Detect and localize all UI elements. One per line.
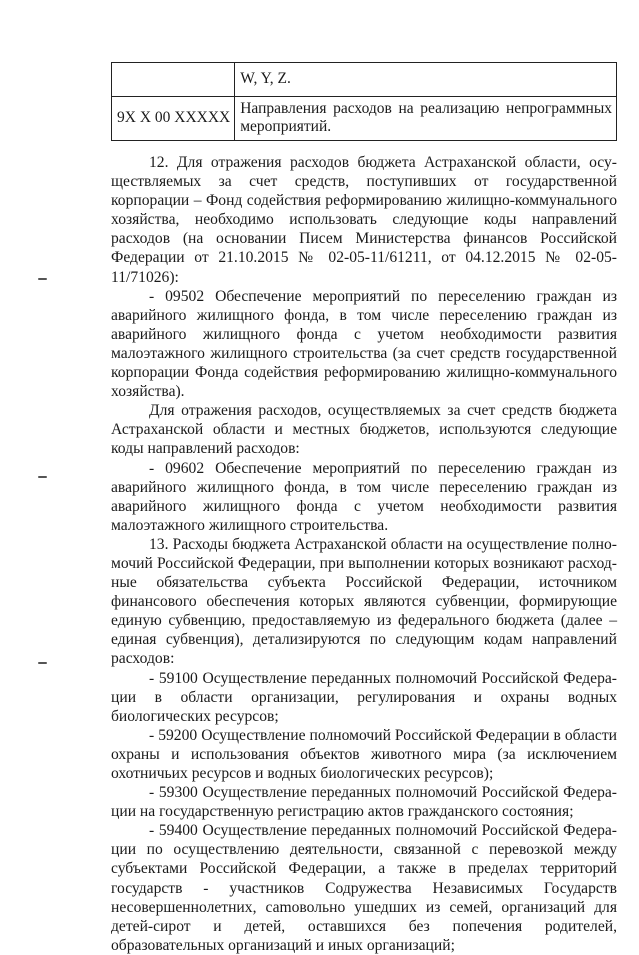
- table-cell-text: Направления расходов на реализацию непрограммных мероприятий.: [235, 97, 617, 141]
- table-row: [112, 63, 617, 97]
- table-cell-code: [112, 63, 235, 97]
- paragraph-12: 12. Для отражения расходов бюджета Астраханской области, осуществляемых за счет средств, поступивших от государственной корпорации – Фонд содействия реформированию жилищно-коммунального хозяйства, необходимо использовать следующие коды направлений расходов (на основании Писем Министерства финансов Российской Федерации от 21.10.2015 № 02-05-11/61211, от 04.12.2015 № 02-05-11/71026):: [111, 154, 617, 286]
- paragraph-59400: - 59400 Осуществление переданных полномочий Российской Федерации по осуществлению деятельности, связанной с перевозкой между субъектами Российской Федерации, а также в пределах территорий государств - участников Содружества Независимых Государств несовершеннолетних, саmовольно ушедших из семей, организаций для детей-сирот и детей, оставшихся без попечения родителей, образовательных организаций и иных организаций;: [111, 822, 617, 954]
- paragraph-09502: - 09502 Обеспечение мероприятий по переселению граждан из аварийного жилищного фонда, в том числе переселению граждан из аварийного жилищного фонда с учетом необходимости развития малоэтажного жилищного строительства (за счет средств государственной корпорации Фонда содействия реформированию жилищно-коммунального хозяйства).: [111, 287, 617, 401]
- paragraph-local-budgets: Для отражения расходов, осуществляемых за счет средств бюджета Астраханской области и местных бюджетов, используются следующие коды направлений расходов:: [111, 402, 617, 458]
- scan-mark: [38, 476, 47, 478]
- table-cell-text: W, Y, Z.: [235, 63, 617, 97]
- paragraph-59200: - 59200 Осуществление полномочий Российской Федерации в области охраны и использования объектов животного мира (за исключением охотничьих ресурсов и водных биологических ресурсов);: [111, 726, 617, 782]
- paragraph-09602: - 09602 Обеспечение мероприятий по переселению граждан из аварийного жилищного фонда, в том числе переселению граждан из аварийного жилищного фонда с учетом необходимости развития малоэтажного жилищного строительства.: [111, 459, 617, 534]
- table-cell-code: 9Х Х 00 ХХХХХ: [112, 97, 235, 141]
- scan-mark: [38, 278, 47, 280]
- codes-table: [111, 62, 617, 141]
- paragraph-59100: - 59100 Осуществление переданных полномочий Российской Федерации в области организации, регулирования и охраны водных биологических ресурсов;: [111, 669, 617, 725]
- paragraph-59300: - 59300 Осуществление переданных полномочий Российской Федерации на государственную регистрацию актов гражданского состояния;: [111, 784, 617, 821]
- table-row: [112, 97, 617, 141]
- document-body: [111, 153, 617, 955]
- paragraph-13: 13. Расходы бюджета Астраханской области на осуществление полномочий Российской Федерации, при выполнении которых возникают расходные обязательства субъекта Российской Федерации, источником финансового обеспечения которых являются субвенции, формирующие единую субвенцию, предоставляемую из федерального бюджета (далее – единая субвенция), детализируются по следующим кодам направлений расходов:: [111, 535, 617, 668]
- scan-mark: [38, 662, 47, 664]
